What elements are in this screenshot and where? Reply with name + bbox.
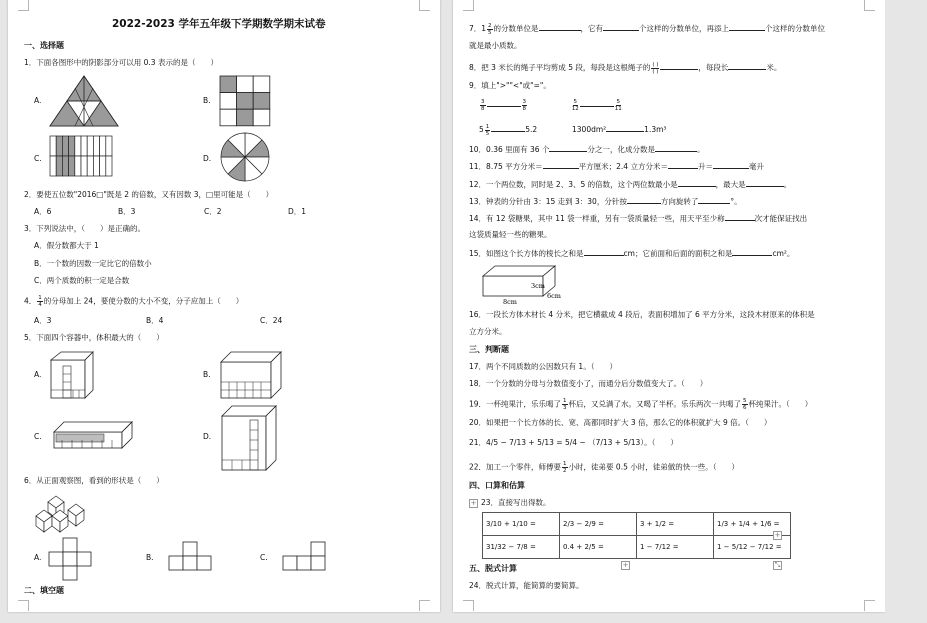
- resize-handle-icon[interactable]: ⤡: [774, 561, 781, 569]
- calc-cell[interactable]: 3 + 1/2 =: [637, 513, 714, 536]
- question-16: 16．一段长方体木材长 4 分米，把它横截成 4 段后，表面积增加了 6 平方分米，这段木材原来的体积是: [469, 310, 815, 319]
- question-9: 9．填上">""<"或"="。: [469, 81, 551, 90]
- grid-cell: [237, 109, 254, 126]
- option-label: B.: [203, 96, 211, 105]
- option: A．假分数都大于 1: [34, 241, 99, 250]
- margin-mark: [419, 0, 430, 11]
- question-6: 6．从正面观察图，看到的形状是（ ）: [24, 476, 164, 485]
- option: C．24: [260, 316, 283, 325]
- margin-mark: [463, 600, 474, 611]
- question-5: 5．下面四个容器中，体积最大的（ ）: [24, 333, 164, 342]
- right-page: [453, 0, 885, 612]
- section-heading: 一、选择题: [24, 41, 64, 50]
- calc-cell[interactable]: 1 − 7/12 =: [637, 536, 714, 559]
- option-label: C.: [260, 553, 268, 562]
- view-figure-b: [168, 540, 214, 574]
- option: B．一个数的因数一定比它的倍数小: [34, 259, 152, 268]
- strip-cell: [100, 156, 106, 176]
- calc-cell[interactable]: 0.4 + 2/5 =: [560, 536, 637, 559]
- question-11: 11．8.75 平方分米＝ 平方厘米；2.4 立方分米＝ 升＝ 毫升: [469, 162, 764, 171]
- question-13: 13．钟表的分针由 3：15 走到 3：30，分针按 方向旋转了 °。: [469, 197, 742, 206]
- section-heading: 三、判断题: [469, 345, 509, 354]
- question-1: 1．下面各图形中的阴影部分可以用 0.3 表示的是（ ）: [24, 58, 218, 67]
- question-17: 17．两个不同质数的公因数只有 1。（ ）: [469, 362, 617, 371]
- question-23: 23．直接写出得数。: [481, 498, 551, 507]
- question-22: 22．加工一个零件，师傅要 $\frac{1}{2}$ 小时，徒弟要 0.5 小时，徒弟做的快一些。（ ）: [469, 461, 739, 474]
- strip-cell: [62, 156, 68, 176]
- question-14: 14．有 12 袋糖果，其中 11 袋一样重，另有一袋质量轻一些，用天平至少称 次才能保证找出: [469, 214, 808, 223]
- strip-cell: [106, 136, 112, 156]
- strip-cell: [56, 156, 62, 176]
- view-figure-a: [48, 537, 94, 583]
- grid-cell: [220, 93, 237, 110]
- strip-cell: [81, 156, 87, 176]
- option-label: C.: [34, 154, 42, 163]
- section-heading: 五、脱式计算: [469, 564, 517, 573]
- strip-cell: [50, 156, 56, 176]
- grid-cell: [253, 109, 270, 126]
- strip-cell: [87, 156, 93, 176]
- option-label: B.: [146, 553, 154, 562]
- grid-cell: [220, 76, 237, 93]
- question-7-cont: 就是最小质数。: [469, 41, 522, 50]
- strip-cell: [87, 136, 93, 156]
- table-move-handle-icon[interactable]: +: [470, 499, 477, 507]
- workspace-background: [885, 0, 927, 623]
- option: C．两个质数的积一定是合数: [34, 276, 130, 285]
- option: C．2: [204, 207, 222, 216]
- exam-title: 2022-2023 学年五年级下学期数学期末试卷: [112, 18, 326, 30]
- strip-cell: [106, 156, 112, 176]
- question-21: 21．4/5 − 7/13 + 5/13 = 5/4 − （7/13 + 5/13）。（ ）: [469, 438, 678, 447]
- question-12: 12．一个两位数，同时是 2、3、5 的倍数，这个两位数最小是 ，最大是 。: [469, 180, 792, 189]
- compare-row-1: $\frac{3}{8}$ $\frac{3}{8}$ $\frac{5}{12}$ $\frac{5}{11}$: [481, 98, 622, 112]
- strip-cell: [81, 136, 87, 156]
- compare-row-2: 5 $\frac{1}{5}$ 5.2 1300dm² 1.3m³: [479, 123, 667, 137]
- option-label: B.: [203, 370, 211, 379]
- calc-cell[interactable]: 3/10 + 1/10 =: [483, 513, 560, 536]
- grid-cell: [253, 76, 270, 93]
- option: A．3: [34, 316, 52, 325]
- margin-mark: [864, 600, 875, 611]
- question-20: 20．如果把一个长方体的长、宽、高都同时扩大 3 倍，那么它的体积就扩大 9 倍。（ ）: [469, 418, 772, 427]
- cuboid-figure: [481, 264, 571, 306]
- question-15: 15．如图这个长方体的棱长之和是 cm；它前面和后面的面积之和是 cm²。: [469, 249, 795, 258]
- calc-cell[interactable]: 1/3 + 1/4 + 1/6 =: [714, 513, 791, 536]
- triangle-figure: [49, 75, 119, 127]
- dim-label-length: 8cm: [503, 298, 517, 306]
- mental-math-table: [482, 512, 791, 559]
- strip-figure: [49, 135, 113, 177]
- container-figure-d: [220, 404, 280, 472]
- left-page: [8, 0, 440, 612]
- margin-mark: [463, 0, 474, 11]
- table-row: [483, 513, 791, 536]
- strip-cell: [56, 136, 62, 156]
- grid-cell: [237, 76, 254, 93]
- strip-cell: [50, 136, 56, 156]
- strip-cell: [75, 156, 81, 176]
- question-16-cont: 立方分米。: [469, 327, 507, 336]
- strip-cell: [62, 136, 68, 156]
- grid-figure: [219, 75, 271, 127]
- container-figure-b: [219, 350, 283, 400]
- option-label: D.: [203, 154, 212, 163]
- view-figure-c: [282, 540, 328, 574]
- option-label: A.: [34, 370, 42, 379]
- question-19: 19．一杯纯果汁，乐乐喝了 $\frac{1}{3}$ 杯后，又兑满了水。又喝了半杯。乐乐两次一共喝了 $\frac{5}{6}$ 杯纯果汁。（ ）: [469, 398, 813, 411]
- question-8: 8．把 3 米长的绳子平均剪成 5 段，每段是这根绳子的 ( ) ( ) ，每段长 米。: [469, 61, 782, 75]
- grid-cell: [237, 93, 254, 110]
- option-label: C.: [34, 432, 42, 441]
- container-figure-c: [52, 420, 134, 450]
- calc-cell[interactable]: 31/32 − 7/8 =: [483, 536, 560, 559]
- question-24: 24．脱式计算，能简算的要简算。: [469, 581, 584, 590]
- strip-cell: [69, 136, 75, 156]
- cube-stack-figure: [34, 492, 90, 534]
- section-heading: 二、填空题: [24, 586, 64, 595]
- add-row-icon[interactable]: +: [622, 561, 629, 569]
- question-10: 10．0.36 里面有 36 个 分之一，化成分数是 。: [469, 145, 705, 154]
- question-2: 2．要使五位数"2016□"既是 2 的倍数，又有因数 3，□里可能是（ ）: [24, 190, 274, 199]
- option-label: D.: [203, 432, 212, 441]
- strip-cell: [100, 136, 106, 156]
- option-label: A.: [34, 553, 42, 562]
- margin-mark: [18, 0, 29, 11]
- option: A．6: [34, 207, 52, 216]
- calc-cell[interactable]: 2/3 − 2/9 =: [560, 513, 637, 536]
- circle-figure: [219, 131, 271, 183]
- question-7: 7．1 $\frac{2}{5}$ 的分数单位是 ，它有 个这样的分数单位，再添上 个这样的分数单位: [469, 22, 826, 36]
- question-4: 4． $\frac{1}{4}$ 的分母加上 24，要使分数的大小不变，分子应加上（ ）: [24, 295, 244, 308]
- dim-label-height: 3cm: [531, 282, 545, 290]
- strip-cell: [69, 156, 75, 176]
- grid-cell: [220, 109, 237, 126]
- question-14-cont: 这袋质量轻一些的糖果。: [469, 230, 552, 239]
- option-label: A.: [34, 96, 42, 105]
- add-column-icon[interactable]: +: [774, 531, 781, 539]
- table-row: [483, 536, 791, 559]
- margin-mark: [864, 0, 875, 11]
- strip-cell: [75, 136, 81, 156]
- section-heading: 四、口算和估算: [469, 481, 525, 490]
- strip-cell: [93, 156, 99, 176]
- grid-cell: [253, 93, 270, 110]
- question-18: 18．一个分数的分母与分数值变小了，而通分后分数值变大了。（ ）: [469, 379, 708, 388]
- option: B．3: [118, 207, 136, 216]
- margin-mark: [18, 600, 29, 611]
- dim-label-width: 6cm: [547, 292, 561, 300]
- option: D．1: [288, 207, 307, 216]
- option: B．4: [146, 316, 164, 325]
- strip-cell: [93, 136, 99, 156]
- container-figure-a: [49, 350, 97, 400]
- calc-cell[interactable]: 1 − 5/12 − 7/12 =: [714, 536, 791, 559]
- question-3: 3．下列说法中，（ ）是正确的。: [24, 224, 146, 233]
- margin-mark: [419, 600, 430, 611]
